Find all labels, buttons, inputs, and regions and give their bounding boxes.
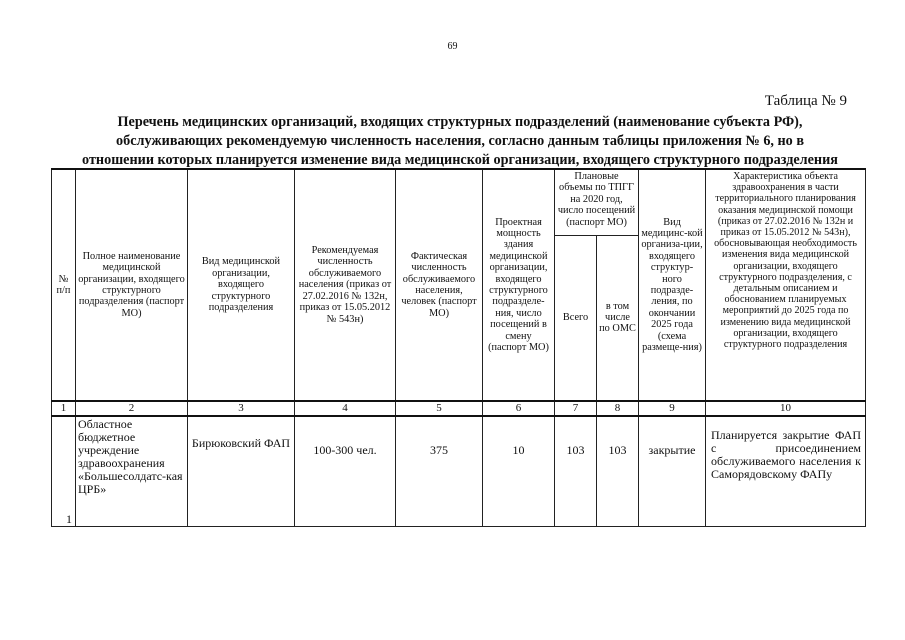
title-line-3: отношении которых планируется изменение вида медицинской организации, входящего структурного подразделения (82, 152, 838, 168)
header-oms: в том числе по ОМС (597, 235, 639, 401)
table-row (52, 416, 866, 527)
column-number: 9 (639, 401, 706, 416)
column-number: 1 (52, 401, 76, 416)
page-number: 69 (447, 41, 458, 52)
column-number: 6 (483, 401, 555, 416)
title-line-1: Перечень медицинских организаций, входящих структурных подразделений (наименование субъекта РФ), (117, 114, 803, 130)
header-characteristic: Характеристика объекта здравоохранения в части территориального планирования оказания медицинской помощи (приказ от 27.02.2016 № 132н и приказ от 15.05.2012 № 543н), обосновывающая необходимость изменения вида медицинской организации, входящего структурного подразделения, с детальным описанием и обоснованием планируемых мероприятий до 2025 года по изменению вида медицинской организации, входящего структурного подразделения (706, 169, 866, 401)
header-capacity: Проектная мощность здания медицинской организации, входящего структурного подразделе-ния, число посещений в смену (паспорт МО) (483, 169, 555, 401)
column-number: 8 (597, 401, 639, 416)
planned-total: 103 (555, 416, 597, 527)
header-total: Всего (555, 235, 597, 401)
planned-oms: 103 (597, 416, 639, 527)
design-capacity: 10 (483, 416, 555, 527)
row-number: 1 (52, 416, 76, 527)
organizations-table (51, 168, 866, 527)
new-organization-type: закрытие (639, 416, 706, 527)
organization-name: Областное бюджетное учреждение здравоохранения «Большесолдатс-кая ЦРБ» (76, 416, 188, 527)
column-number: 7 (555, 401, 597, 416)
header-name: Полное наименование медицинской организации, входящего структурного подразделения (паспорт МО) (76, 169, 188, 401)
column-number: 3 (188, 401, 295, 416)
header-planned-volumes: Плановые объемы по ТПГГ на 2020 год, число посещений (паспорт МО) (555, 169, 639, 235)
actual-population: 375 (396, 416, 483, 527)
header-num: № п/п (52, 169, 76, 401)
recommended-population: 100-300 чел. (295, 416, 396, 527)
header-new-type: Вид медицинс-кой организа-ции, входящего структур-ного подразде-ления, по окончании 2025 года (схема размеще-ния) (639, 169, 706, 401)
organization-type: Бирюковский ФАП (188, 416, 295, 527)
header-recommended: Рекомендуемая численность обслуживаемого населения (приказ от 27.02.2016 № 132н, приказ от 15.05.2012 № 543н) (295, 169, 396, 401)
title-line-2: обслуживающих рекомендуемую численность населения, согласно данным таблицы приложения № 6, но в (116, 133, 804, 149)
column-number: 10 (706, 401, 866, 416)
header-type: Вид медицинской организации, входящего структурного подразделения (188, 169, 295, 401)
characteristic-description: Планируется закрытие ФАП с присоединением обслуживаемого населения к Саморядовскому ФАПу (706, 416, 866, 527)
table-label: Таблица № 9 (764, 93, 847, 109)
column-number: 2 (76, 401, 188, 416)
column-number: 5 (396, 401, 483, 416)
header-actual: Фактическая численность обслуживаемого населения, человек (паспорт МО) (396, 169, 483, 401)
document-title (50, 113, 870, 170)
column-number: 4 (295, 401, 396, 416)
